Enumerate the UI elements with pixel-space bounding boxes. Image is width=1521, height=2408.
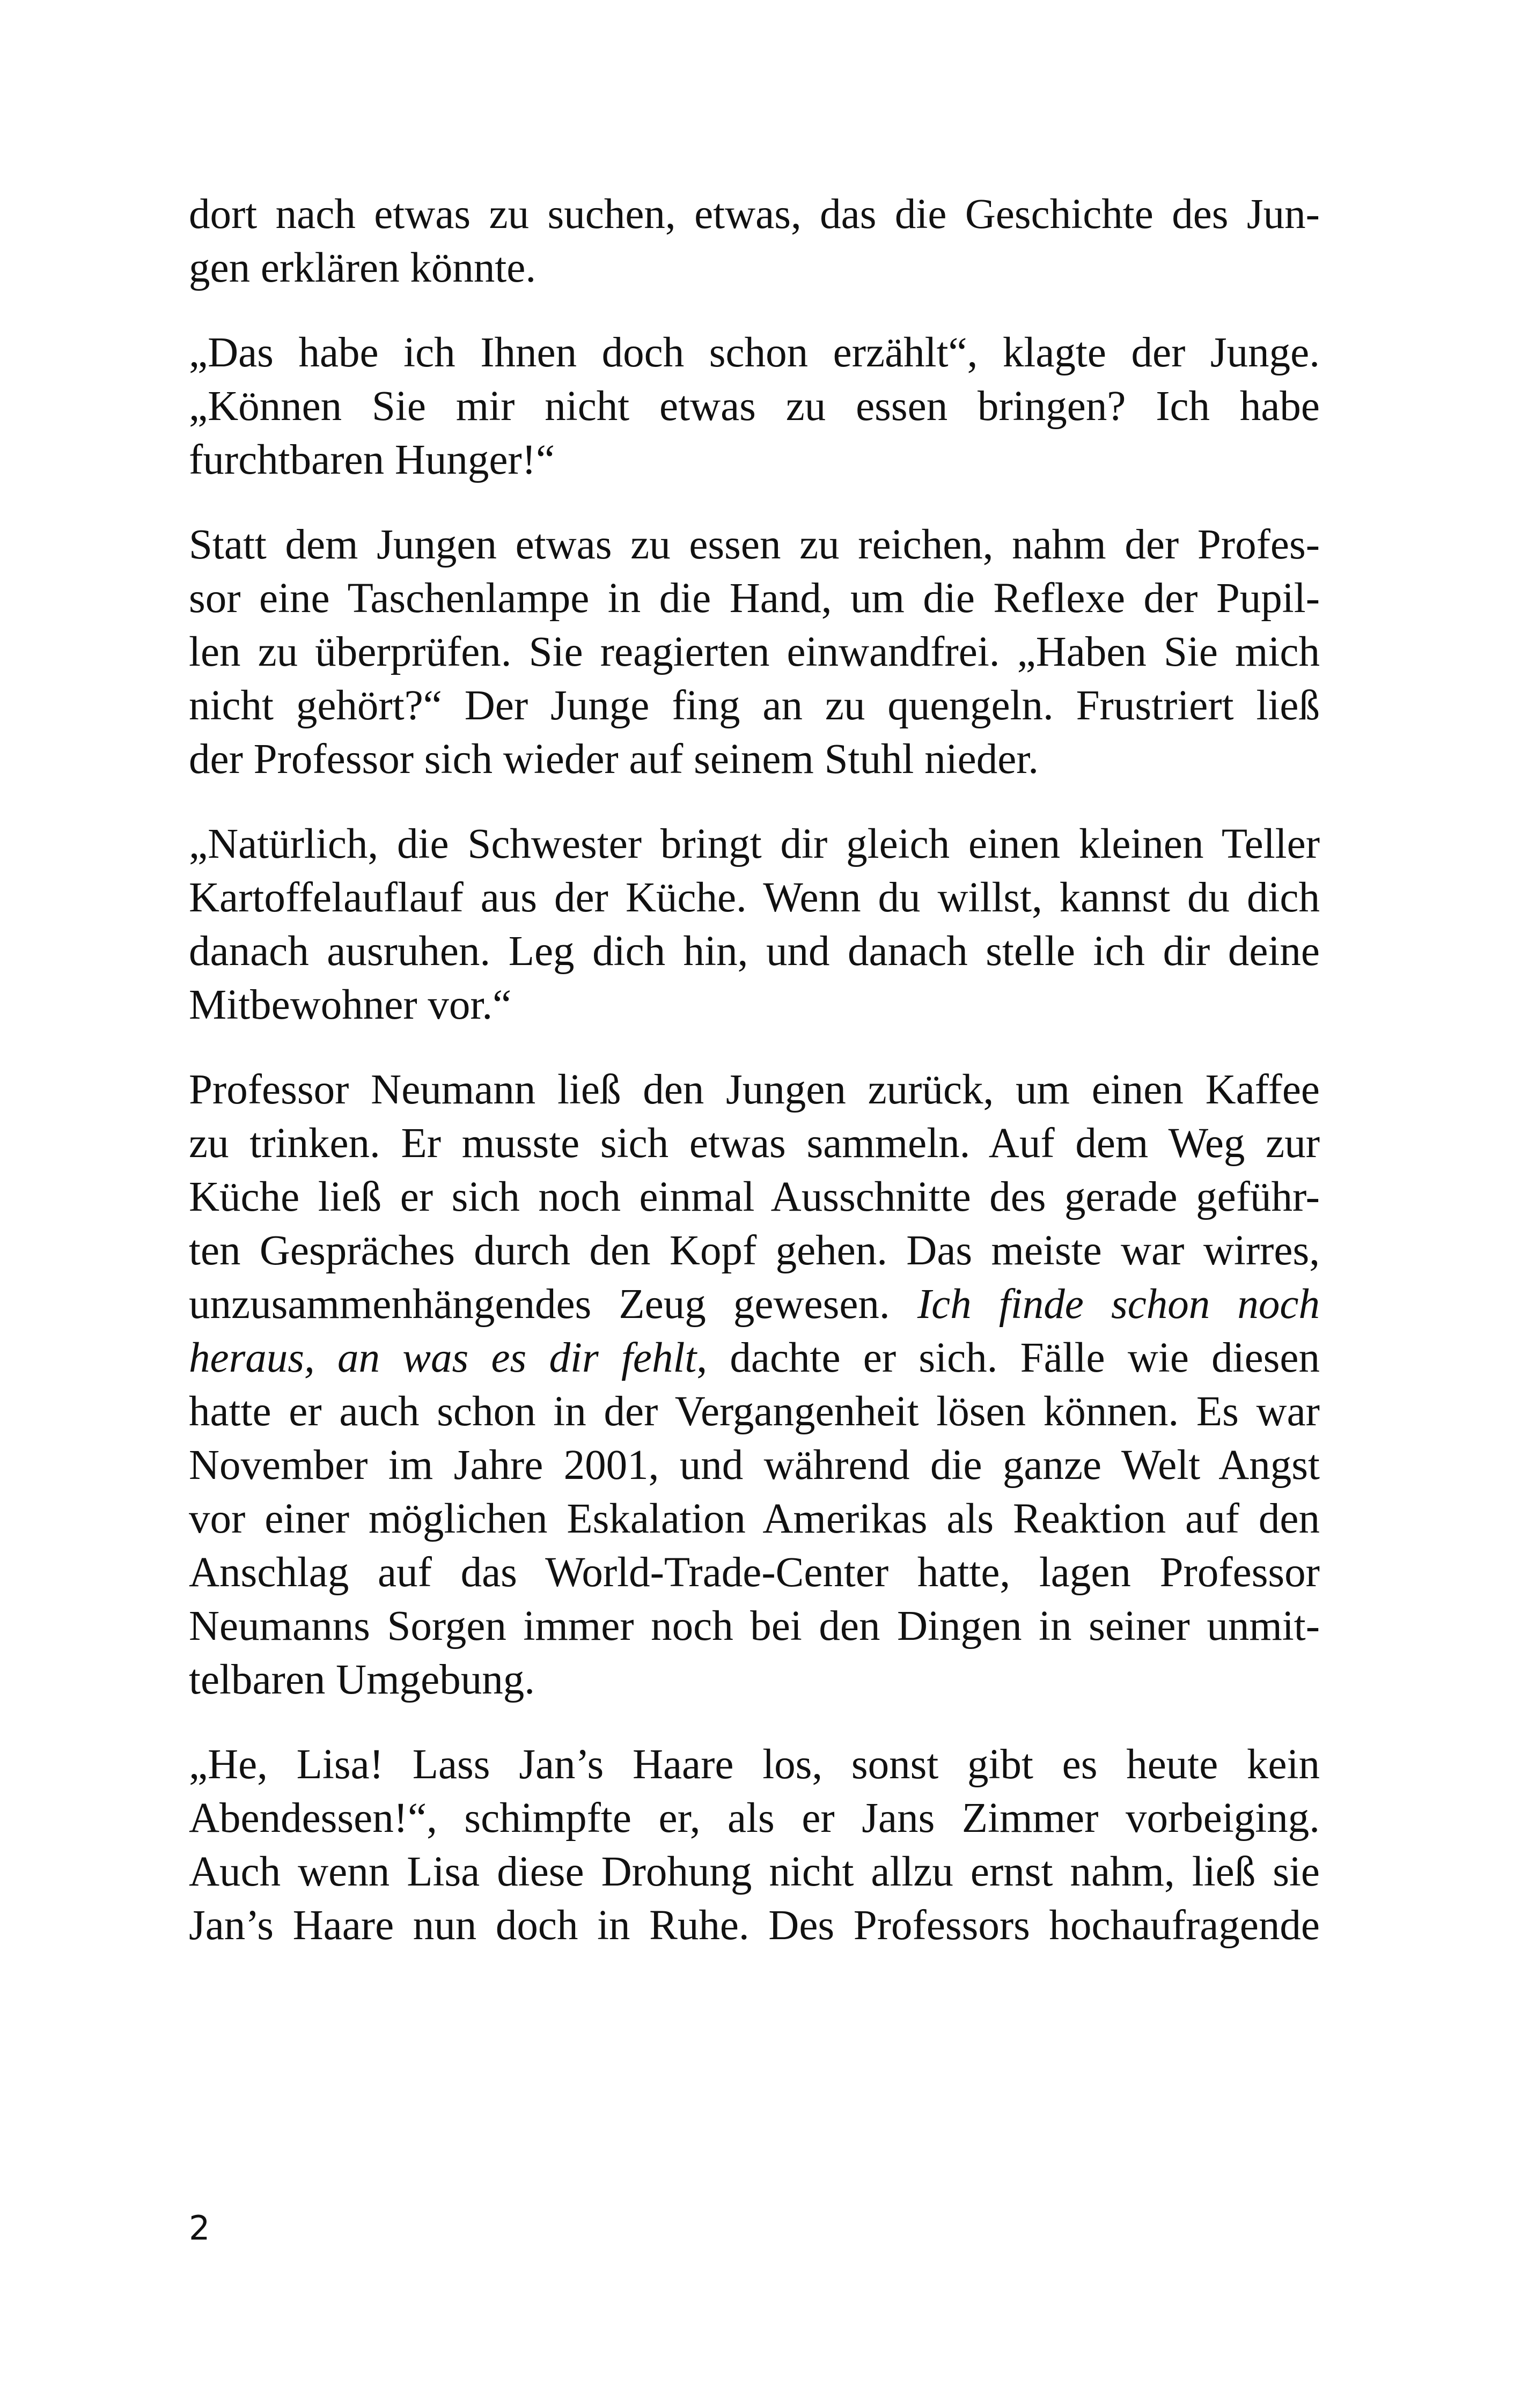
- text-line: „Können Sie mir nicht etwas zu essen bringen? Ich habe: [189, 383, 1320, 430]
- text-run: , dachte er sich. Fälle wie diesen: [696, 1335, 1320, 1381]
- paragraph-gap: [189, 1032, 1320, 1063]
- text-line: Statt dem Jungen etwas zu essen zu reichen, nahm der Profes-: [189, 521, 1320, 568]
- paragraph-gap: [189, 487, 1320, 518]
- text-line: Auch wenn Lisa diese Drohung nicht allzu ernst nahm, ließ sie: [189, 1849, 1320, 1895]
- paragraph: [189, 1738, 1320, 1953]
- paragraph-gap: [189, 1707, 1320, 1738]
- text-line: dort nach etwas zu suchen, etwas, das die Geschichte des Jun-: [189, 191, 1320, 238]
- body-text: [189, 188, 1320, 1953]
- text-line: November im Jahre 2001, und während die ganze Welt Angst: [189, 1442, 1320, 1489]
- text-line: Jan’s Haare nun doch in Ruhe. Des Professors hochaufragende: [189, 1902, 1320, 1949]
- page-number: 2: [189, 2208, 210, 2248]
- paragraph: [189, 326, 1320, 487]
- text-line: sor eine Taschenlampe in die Hand, um die Reflexe der Pupil-: [189, 575, 1320, 622]
- italic-thought: heraus, an was es dir fehlt: [189, 1335, 697, 1381]
- text-line: „Das habe ich Ihnen doch schon erzählt“, klagte der Junge.: [189, 329, 1320, 376]
- paragraph: [189, 818, 1320, 1032]
- text-line: „He, Lisa! Lass Jan’s Haare los, sonst gibt es heute kein: [189, 1741, 1320, 1788]
- text-line: zu trinken. Er musste sich etwas sammeln. Auf dem Weg zur: [189, 1120, 1320, 1167]
- text-line: gen erklären könnte.: [189, 245, 537, 291]
- text-line: Mitbewohner vor.“: [189, 982, 512, 1028]
- text-line: vor einer möglichen Eskalation Amerikas als Reaktion auf den: [189, 1496, 1320, 1542]
- text-line: nicht gehört?“ Der Junge fing an zu quengeln. Frustriert ließ: [189, 682, 1320, 729]
- text-line: Küche ließ er sich noch einmal Ausschnitte des gerade geführ-: [189, 1174, 1320, 1220]
- text-line: [189, 1331, 1320, 1385]
- text-line: der Professor sich wieder auf seinem Stuhl nieder.: [189, 736, 1039, 783]
- paragraph: [189, 518, 1320, 786]
- paragraph-gap: [189, 295, 1320, 326]
- paragraph-gap: [189, 786, 1320, 818]
- paragraph: [189, 188, 1320, 295]
- text-line: [189, 1278, 1320, 1331]
- text-line: danach ausruhen. Leg dich hin, und danach stelle ich dir deine: [189, 928, 1320, 975]
- text-line: Anschlag auf das World-Trade-Center hatte, lagen Professor: [189, 1549, 1320, 1596]
- text-line: Neumanns Sorgen immer noch bei den Dingen in seiner unmit-: [189, 1603, 1320, 1649]
- text-line: furchtbaren Hunger!“: [189, 437, 555, 483]
- text-line: „Natürlich, die Schwester bringt dir gleich einen kleinen Teller: [189, 821, 1320, 867]
- paragraph: [189, 1063, 1320, 1707]
- text-line: ten Gespräches durch den Kopf gehen. Das meiste war wirres,: [189, 1227, 1320, 1274]
- text-line: Professor Neumann ließ den Jungen zurück, um einen Kaffee: [189, 1066, 1320, 1113]
- text-line: Kartoffelauflauf aus der Küche. Wenn du willst, kannst du dich: [189, 874, 1320, 921]
- text-line: hatte er auch schon in der Vergangenheit lösen können. Es war: [189, 1388, 1320, 1435]
- text-line: Abendessen!“, schimpfte er, als er Jans Zimmer vorbeiging.: [189, 1795, 1320, 1842]
- text-line: len zu überprüfen. Sie reagierten einwandfrei. „Haben Sie mich: [189, 629, 1320, 675]
- italic-thought: Ich finde schon noch: [917, 1281, 1320, 1328]
- text-line: telbaren Umgebung.: [189, 1656, 535, 1703]
- text-run: unzusammenhängendes Zeug gewesen.: [189, 1281, 917, 1328]
